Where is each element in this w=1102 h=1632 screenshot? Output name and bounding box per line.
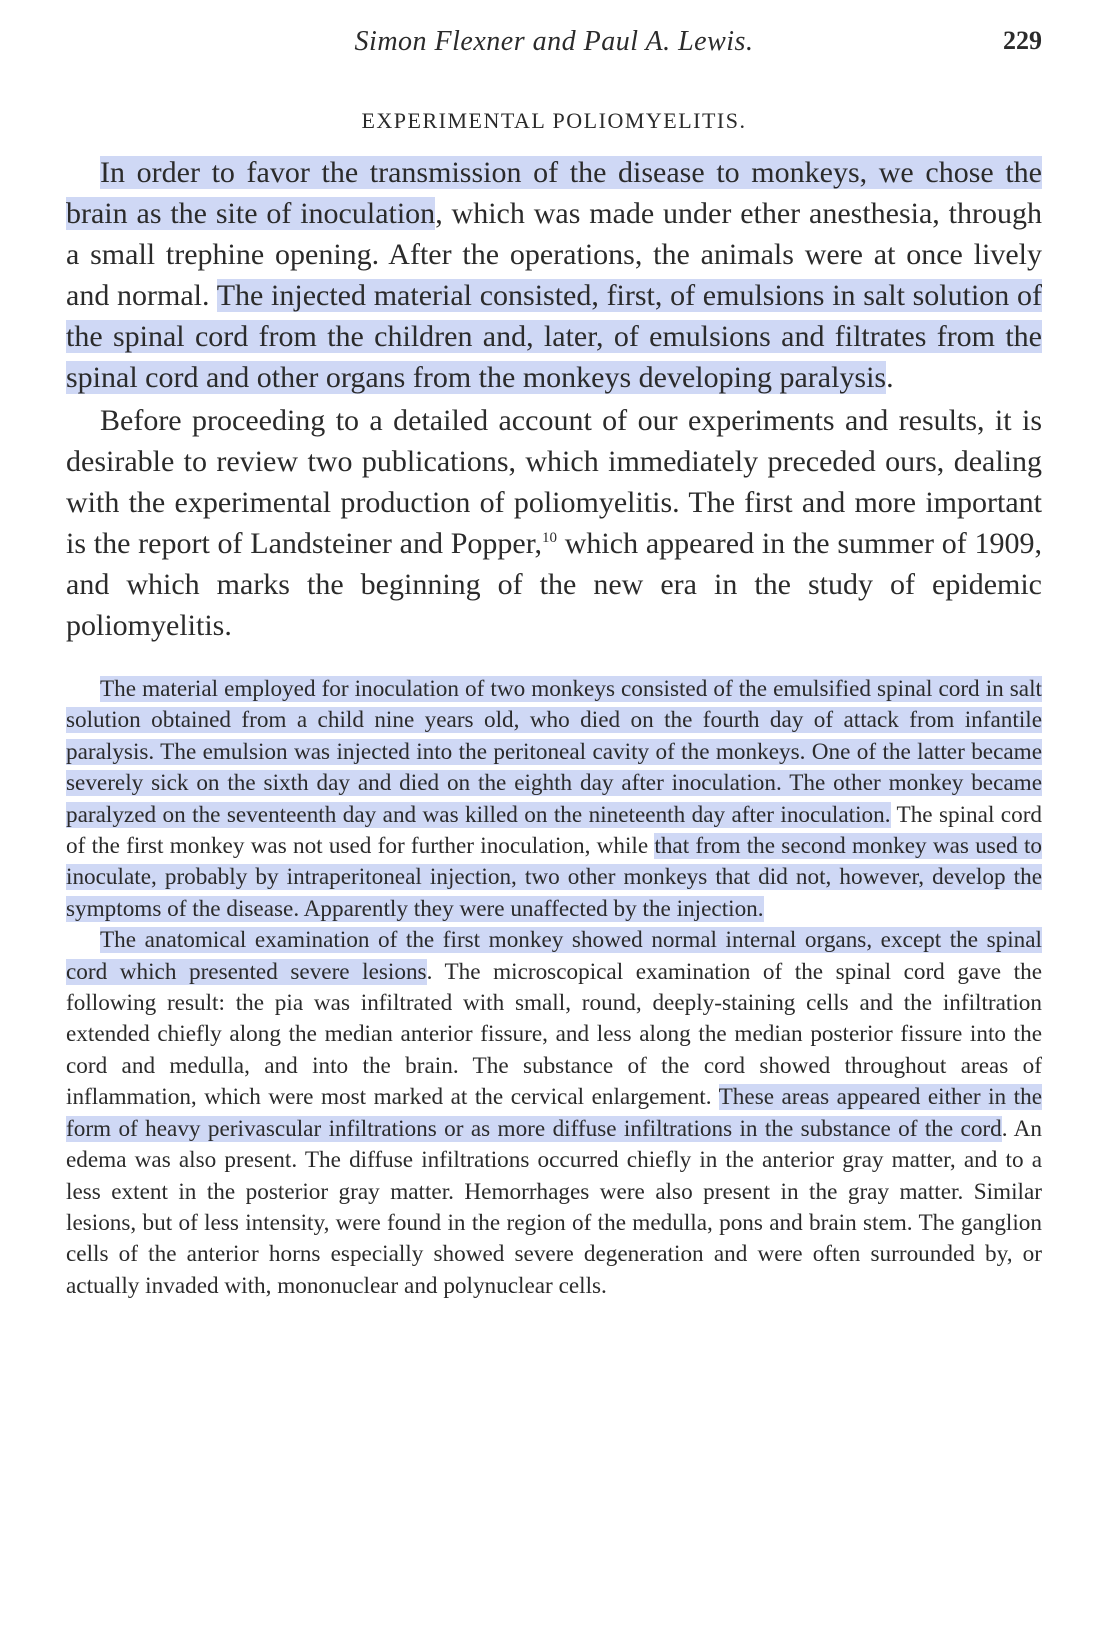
footnote-reference[interactable]: 10 [542,530,558,546]
paragraph-1[interactable] [66,152,1042,398]
text-span: . An edema was also present. The diffuse infiltrations occurred chiefly in the anterior gray matter, and to a less extent in the posterior gray matter. Hemorrhages were also present in the gray matter. Similar lesions, but of less intensity, were found in the region of the medulla, pons and brain stem. The ganglion cells of the anterior horns especially showed severe degeneration and were often surrounded by, or actually invaded with, mononuclear and polynuclear cells. [66,1115,1042,1299]
quote-paragraph-2[interactable] [66,925,1042,1302]
text-span: . The microscopical examination of the spinal cord gave the following result: the pia was infiltrated with small, round, deeply-staining cells and the infiltration extended chiefly along the median anterior fissure, and less along the median posterior fissure into the cord and medulla, and into the brain. The substance of the cord showed throughout areas of inflammation, which were most marked at the cervical enlargement. [66,958,1042,1111]
page-number: 229 [1003,26,1042,55]
text-span: . [886,361,894,394]
highlight-6[interactable]: These areas appeared either in the form of heavy perivascular infiltrations or as more diffuse infiltrations in the substance of the cord [66,1084,1042,1142]
highlight-4[interactable]: that from the second monkey was used to inoculate, probably by intraperitoneal injection, two other monkeys that did not, however, develop the symptoms of the disease. Apparently they were unaffected by the injection. [66,833,1042,922]
page-header [66,26,1042,66]
main-text [66,152,1042,646]
text-span: which appeared in the summer of 1909, and which marks the beginning of the new era in the study of epidemic poliomyelitis. [66,527,1042,642]
highlight-3[interactable]: The material employed for inoculation of two monkeys consisted of the emulsified spinal cord in salt solution obtained from a child nine years old, who died on the fourth day of attack from infantile paralysis. The emulsion was injected into the peritoneal cavity of the monkeys. One of the latter became severely sick on the sixth day and died on the eighth day after inoculation. The other monkey became paralyzed on the seventeenth day and was killed on the nineteenth day after inoculation. [66,676,1042,828]
highlight-1[interactable]: In order to favor the transmission of the disease to monkeys, we chose the brain as the site of inoculation [66,156,1042,230]
block-quote [66,674,1042,1302]
running-head: Simon Flexner and Paul A. Lewis. [354,26,754,57]
quote-paragraph-1[interactable] [66,674,1042,925]
text-span: Before proceeding to a detailed account of our experiments and results, it is desirable to review two publications, which immediately preceded ours, dealing with the experimental production of poliomyelitis. The first and more important is the report of Landsteiner and Popper, [66,404,1042,560]
highlight-2[interactable]: The injected material consisted, first, of emulsions in salt solution of the spinal cord from the children and, later, of emulsions and filtrates from the spinal cord and other organs from the monkeys developing paralysis [66,279,1043,394]
text-span: The spinal cord of the first monkey was not used for further inoculation, while [66,801,1043,860]
text-span: , which was made under ether anesthesia, through a small trephine opening. After the operations, the animals were at once lively and normal. [66,197,1042,312]
body-text [66,152,1042,1302]
highlight-5[interactable]: The anatomical examination of the first monkey showed normal internal organs, except the spinal cord which presented severe lesions [66,927,1042,985]
section-title: EXPERIMENTAL POLIOMYELITIS. [361,108,747,133]
paragraph-2[interactable] [66,400,1042,646]
